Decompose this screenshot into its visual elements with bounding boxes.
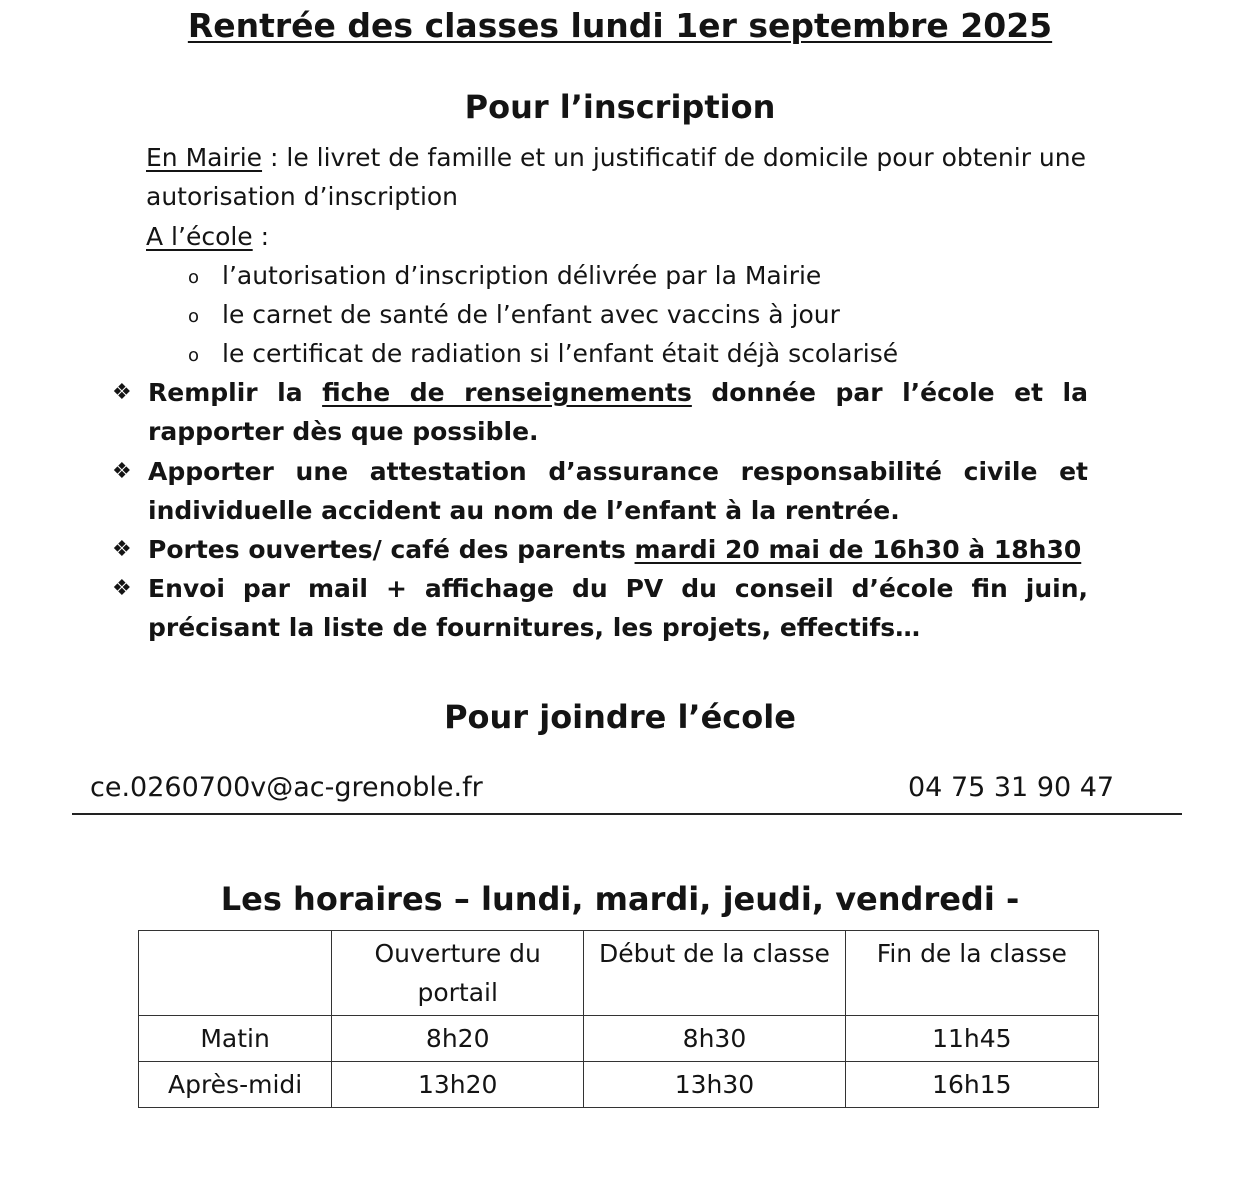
- portes-ouvertes-date: mardi 20 mai de 16h30 à 18h30: [634, 535, 1082, 564]
- ecole-label: A l’école: [146, 222, 253, 251]
- circle-bullet-icon: o: [188, 266, 200, 288]
- bullet-assurance: [112, 452, 1088, 530]
- circle-bullet-icon: o: [188, 344, 200, 366]
- ecole-label-line: [146, 217, 269, 256]
- page-title-text: Rentrée des classes lundi 1er septembre 2025: [187, 6, 1053, 45]
- diamond-bullet-icon: ❖: [112, 537, 132, 562]
- contact-heading: Pour joindre l’école: [444, 698, 796, 736]
- ecole-item: [188, 256, 821, 297]
- inscription-heading: Pour l’inscription: [464, 88, 776, 126]
- ecole-item-text: le carnet de santé de l’enfant avec vaccins à jour: [222, 300, 840, 329]
- school-email[interactable]: ce.0260700v@ac-grenoble.fr: [90, 772, 483, 803]
- hours-table: [138, 930, 1099, 1108]
- row-label: Matin: [139, 1016, 332, 1062]
- bullet-text: Envoi par mail + affichage du PV du conseil d’école fin juin, précisant la liste de fournitures, les projets, effectifs…: [148, 574, 1088, 642]
- circle-bullet-icon: o: [188, 305, 200, 327]
- mairie-paragraph: [146, 138, 1086, 216]
- table-cell: 16h15: [845, 1062, 1098, 1108]
- bullet-text: Apporter une attestation d’assurance responsabilité civile et individuelle accident au nom de l’enfant à la rentrée.: [148, 457, 1088, 525]
- diamond-bullet-icon: ❖: [112, 459, 132, 484]
- bullet-text: Portes ouvertes/ café des parents: [148, 535, 635, 564]
- ecole-item-text: l’autorisation d’inscription délivrée par la Mairie: [222, 261, 822, 290]
- mairie-label: En Mairie: [146, 143, 263, 172]
- table-cell: 8h30: [584, 1016, 845, 1062]
- table-row: [139, 1062, 1099, 1108]
- bullet-pv-conseil: [112, 569, 1088, 647]
- diamond-bullet-icon: ❖: [112, 576, 132, 601]
- mairie-text: : le livret de famille et un justificatif de domicile pour obtenir une autorisation d’inscription: [146, 143, 1087, 211]
- ecole-item: [188, 295, 840, 336]
- bullet-text: donnée par l’école et la rapporter dès que possible.: [148, 378, 1088, 446]
- bullet-fiche: [112, 373, 1088, 451]
- table-row: [139, 1016, 1099, 1062]
- diamond-bullet-icon: ❖: [112, 380, 132, 405]
- fiche-link-text: fiche de renseignements: [322, 378, 692, 407]
- school-phone: 04 75 31 90 47: [908, 772, 1115, 803]
- table-header-cell: Début de la classe: [584, 931, 845, 1016]
- table-cell: 13h30: [584, 1062, 845, 1108]
- ecole-suffix: :: [252, 222, 270, 251]
- page-title: [0, 6, 1240, 45]
- bullet-text: Remplir la: [148, 378, 323, 407]
- table-cell: 11h45: [845, 1016, 1098, 1062]
- table-header-cell: Fin de la classe: [845, 931, 1098, 1016]
- bullet-portes-ouvertes: [112, 530, 1088, 569]
- ecole-item-text: le certificat de radiation si l’enfant était déjà scolarisé: [222, 339, 899, 368]
- table-cell: 8h20: [332, 1016, 584, 1062]
- hours-heading: Les horaires – lundi, mardi, jeudi, vendredi -: [220, 880, 1020, 918]
- table-header-cell: [139, 931, 332, 1016]
- contact-divider: [72, 813, 1182, 815]
- table-header-cell: Ouverture du portail: [332, 931, 584, 1016]
- table-header-row: [139, 931, 1099, 1016]
- ecole-item: [188, 334, 898, 375]
- table-cell: 13h20: [332, 1062, 584, 1108]
- row-label: Après-midi: [139, 1062, 332, 1108]
